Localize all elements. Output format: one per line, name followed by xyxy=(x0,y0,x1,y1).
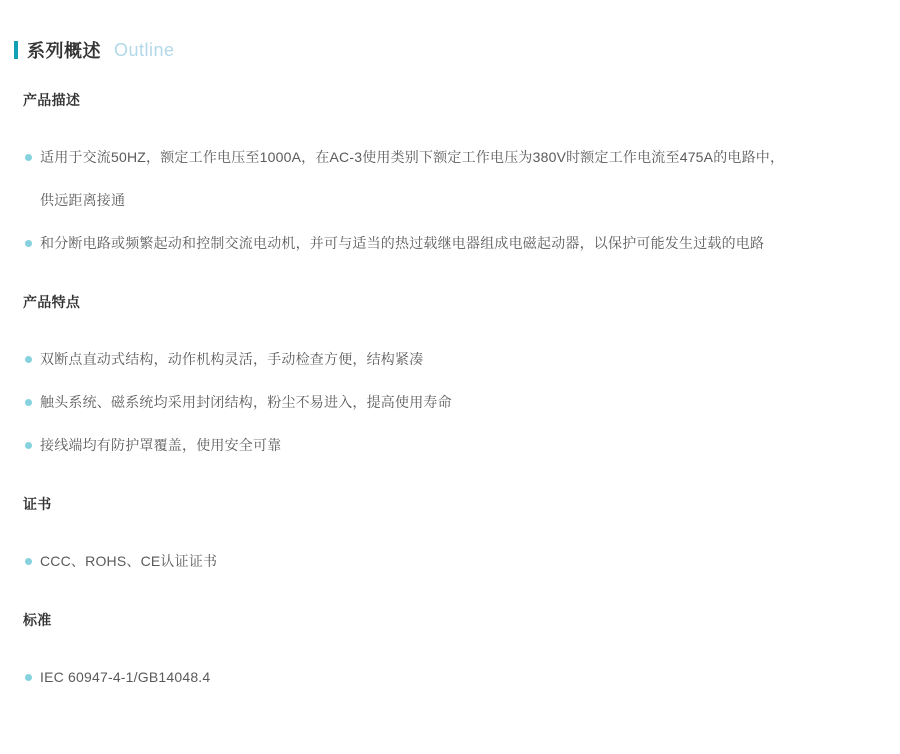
list-item-text xyxy=(40,222,870,265)
list-item-text xyxy=(40,424,870,467)
section-heading-product-description: 产品描述 xyxy=(23,92,81,108)
certificates-list xyxy=(23,540,870,583)
list-item-text xyxy=(40,381,870,424)
page-title xyxy=(14,38,900,62)
bullet-dot-icon xyxy=(25,240,32,247)
bullet-dot-icon xyxy=(25,154,32,161)
section-heading-product-features: 产品特点 xyxy=(23,294,81,310)
standards-list xyxy=(23,656,870,699)
text-line: 接线端均有防护罩覆盖，使用安全可靠 xyxy=(40,437,282,453)
list-item xyxy=(23,222,870,265)
list-item xyxy=(23,424,870,467)
title-accent-bar xyxy=(14,41,18,59)
list-item-text xyxy=(40,540,870,583)
text-line: IEC 60947-4-1/GB14048.4 xyxy=(40,669,211,685)
product-description-list xyxy=(23,136,870,265)
product-outline-page xyxy=(0,38,900,754)
bullet-dot-icon xyxy=(25,442,32,449)
section-heading-standards: 标准 xyxy=(23,612,52,628)
page-content xyxy=(23,90,870,699)
bullet-dot-icon xyxy=(25,399,32,406)
list-item xyxy=(23,136,870,222)
bullet-dot-icon xyxy=(25,356,32,363)
list-item-text xyxy=(40,136,870,222)
text-line: 触头系统、磁系统均采用封闭结构，粉尘不易进入，提高使用寿命 xyxy=(40,394,452,410)
list-item xyxy=(23,656,870,699)
page-title-zh: 系列概述 xyxy=(27,41,101,61)
text-line: 和分断电路或频繁起动和控制交流电动机，并可与适当的热过载继电器组成电磁起动器，以保护可能发生过载的电路 xyxy=(40,235,765,251)
product-features-list xyxy=(23,338,870,467)
list-item xyxy=(23,540,870,583)
bullet-dot-icon xyxy=(25,558,32,565)
list-item-text xyxy=(40,338,870,381)
text-line: 双断点直动式结构，动作机构灵活，手动检查方便，结构紧凑 xyxy=(40,351,424,367)
text-line: CCC、ROHS、CE认证证书 xyxy=(40,553,218,569)
page-title-en: Outline xyxy=(114,39,175,60)
list-item xyxy=(23,338,870,381)
list-item-text xyxy=(40,656,870,699)
text-line: 供远距离接通 xyxy=(40,192,126,208)
list-item xyxy=(23,381,870,424)
bullet-dot-icon xyxy=(25,674,32,681)
text-line: 适用于交流50HZ，额定工作电压至1000A，在AC-3使用类别下额定工作电压为380V时额定工作电流至475A的电路中， xyxy=(40,149,785,165)
section-heading-certificates: 证书 xyxy=(23,496,52,512)
